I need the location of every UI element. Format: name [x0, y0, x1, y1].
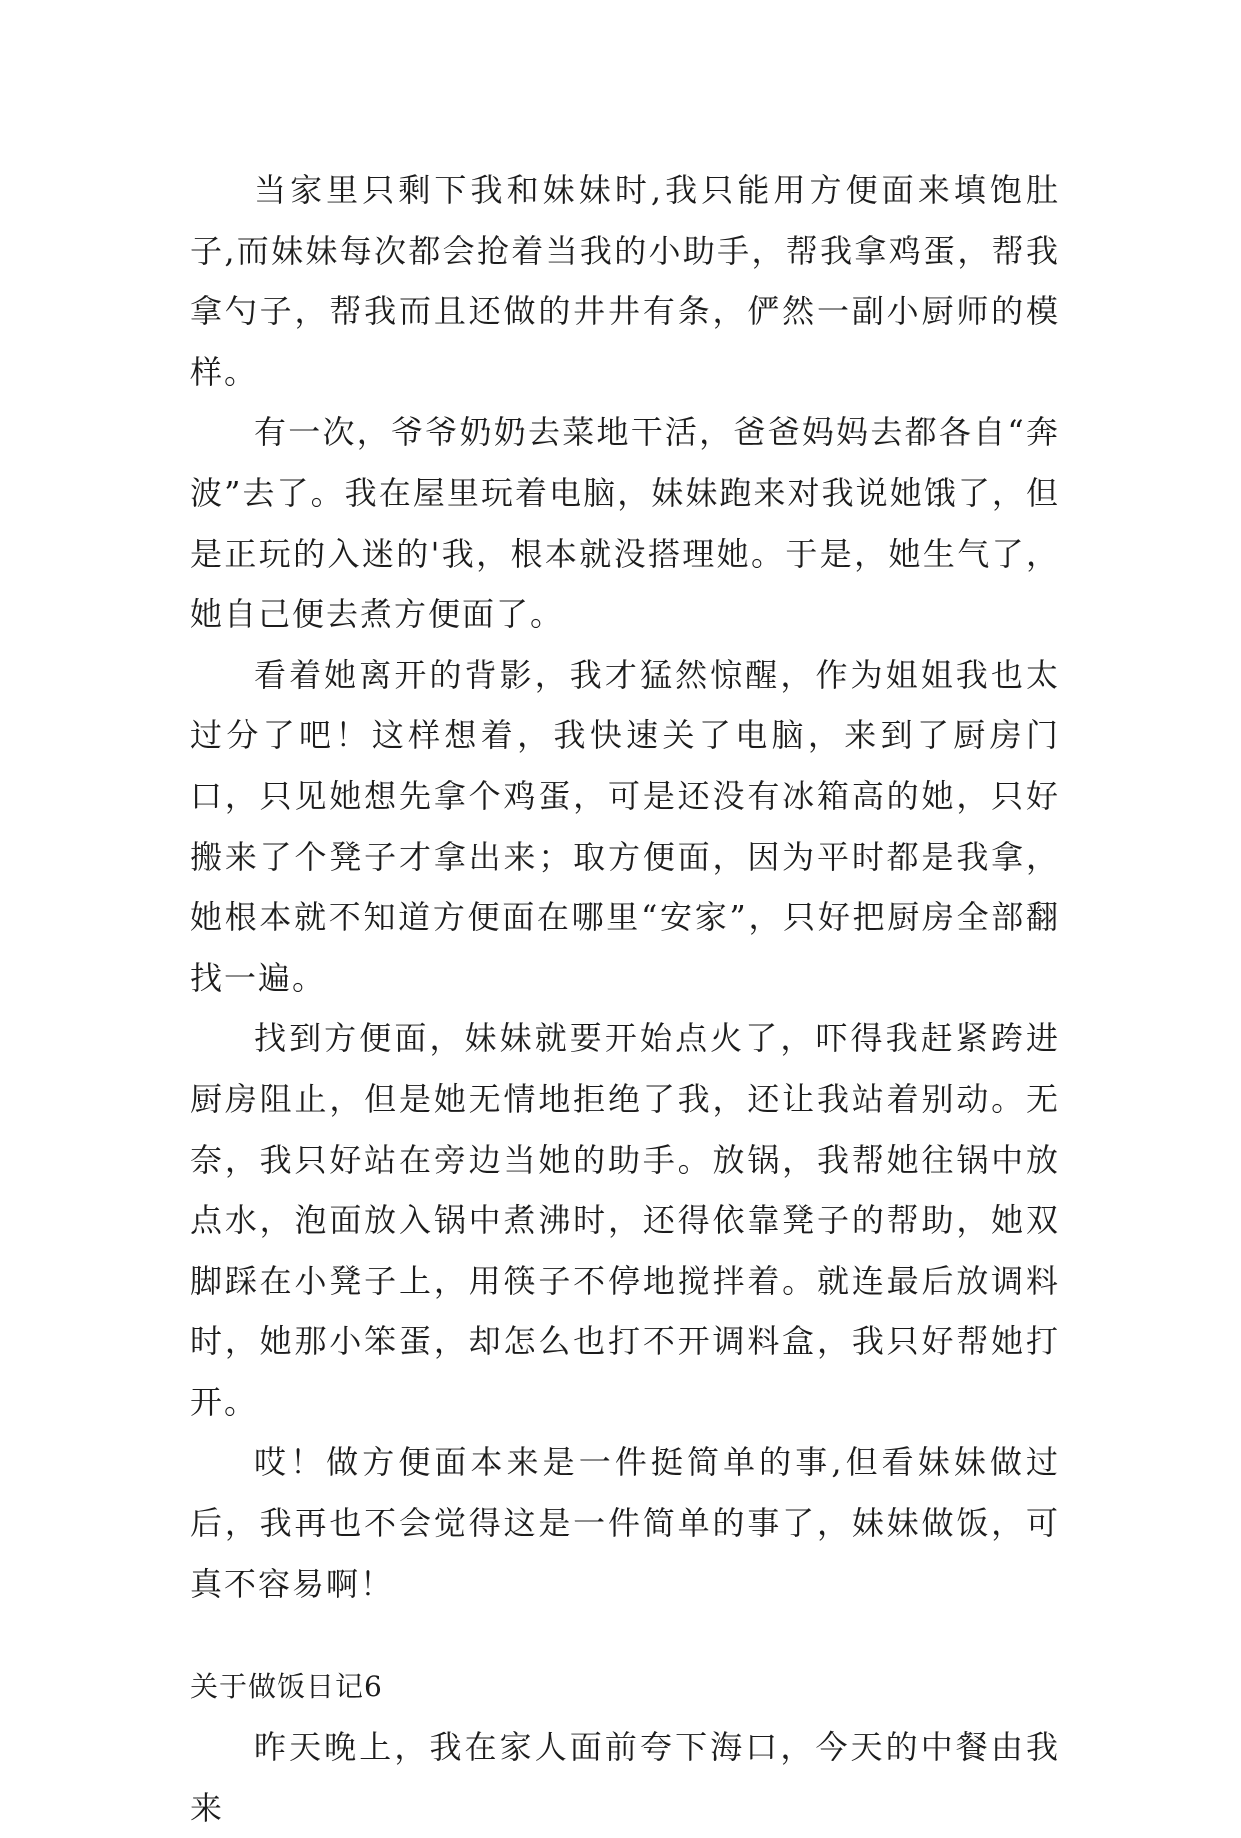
paragraph-4: 找到方便面，妹妹就要开始点火了，吓得我赶紧跨进厨房阻止，但是她无情地拒绝了我，还让我站着别动。无奈，我只好站在旁边当她的助手。放锅，我帮她往锅中放点水，泡面放入锅中煮沸时，还得依靠凳子的帮助，她双脚踩在小凳子上，用筷子不停地搅拌着。就连最后放调料时，她那小笨蛋，却怎么也打不开调料盒，我只好帮她打开。 [190, 1019, 1060, 1421]
paragraph-5: 哎！做方便面本来是一件挺简单的事,但看妹妹做过后，我再也不会觉得这是一件简单的事了，妹妹做饭，可真不容易啊！ [190, 1443, 1060, 1603]
paragraph-1: 当家里只剩下我和妹妹时,我只能用方便面来填饱肚子,而妹妹每次都会抢着当我的小助手，帮我拿鸡蛋，帮我拿勺子，帮我而且还做的井井有条，俨然一副小厨师的模样。 [190, 171, 1060, 391]
paragraph-2: 有一次，爷爷奶奶去菜地干活，爸爸妈妈去都各自“奔波”去了。我在屋里玩着电脑，妹妹跑来对我说她饿了，但是正玩的入迷的'我，根本就没搭理她。于是，她生气了，她自己便去煮方便面了。 [190, 413, 1060, 634]
section-heading: 关于做饭日记6 [190, 1670, 383, 1704]
paragraph-3: 看着她离开的背影，我才猛然惊醒，作为姐姐我也太过分了吧！这样想着，我快速关了电脑，来到了厨房门口，只见她想先拿个鸡蛋，可是还没有冰箱高的她，只好搬来了个凳子才拿出来；取方便面，因为平时都是我拿，她根本就不知道方便面在哪里“安家”，只好把厨房全部翻找一遍。 [190, 655, 1060, 997]
document-body [190, 160, 1060, 1838]
paragraph-6: 昨天晚上，我在家人面前夸下海口，今天的中餐由我来 [190, 1728, 1060, 1827]
